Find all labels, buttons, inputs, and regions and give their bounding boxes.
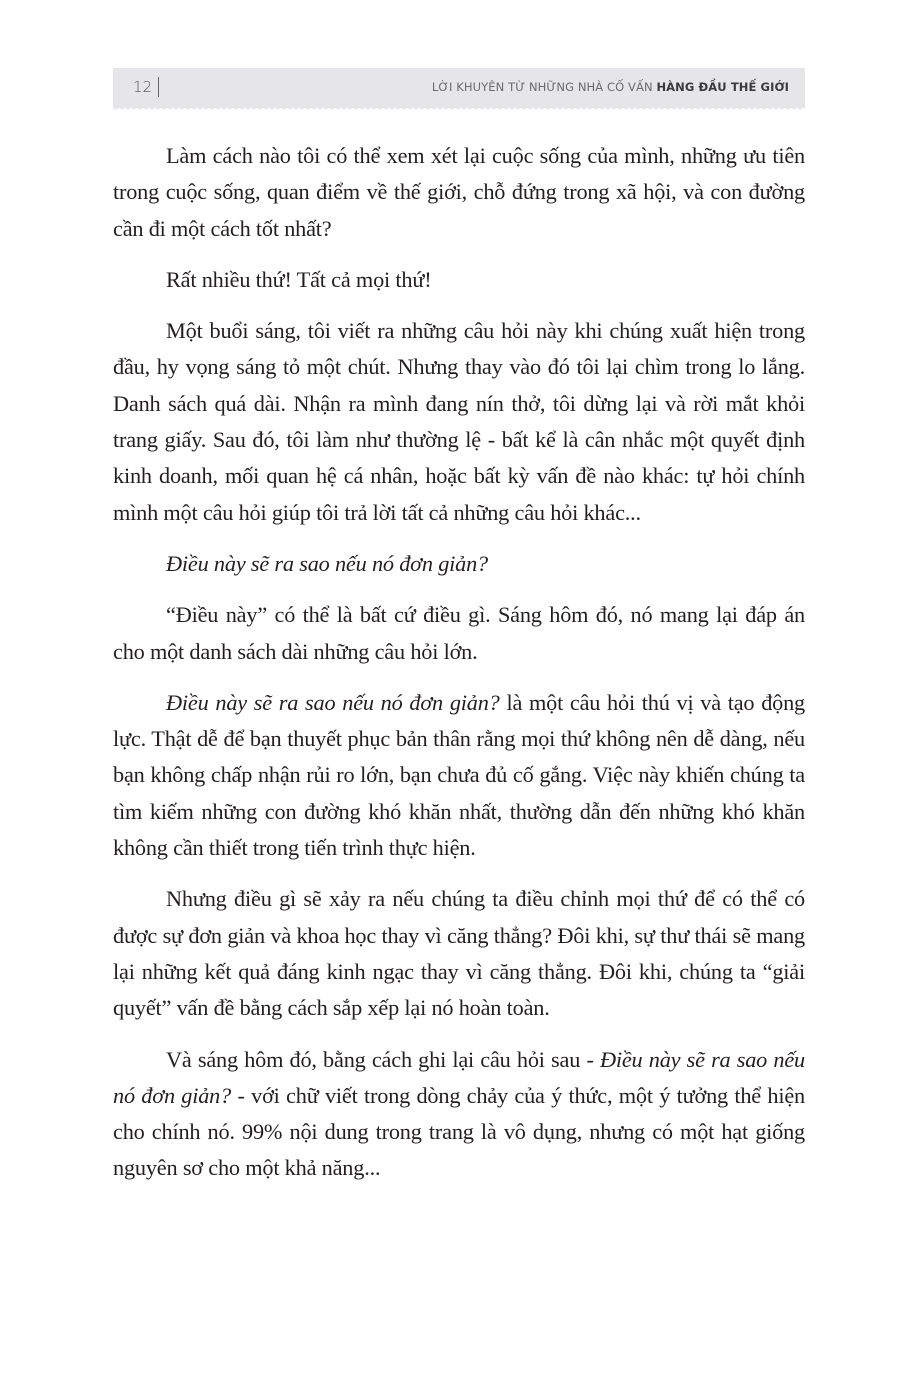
running-header <box>113 68 805 108</box>
paragraph-text-before: Và sáng hôm đó, bằng cách ghi lại câu hỏi sau - <box>166 1046 600 1072</box>
paragraph <box>113 1042 805 1187</box>
paragraph: Nhưng điều gì sẽ xảy ra nếu chúng ta điều chỉnh mọi thứ để có thể có được sự đơn giản và khoa học thay vì căng thẳng? Đôi khi, sự thư thái sẽ mang lại những kết quả đáng kinh ngạc thay vì căng thẳng. Đôi khi, chúng ta “giải quyết” vấn đề bằng cách sắp xếp lại nó hoàn toàn. <box>113 886 805 1021</box>
paragraph-text: là một câu hỏi thú vị và tạo động lực. Thật dễ để bạn thuyết phục bản thân rằng mọi thứ không nên dễ dàng, nếu bạn không chấp nhận rủi ro lớn, bạn chưa đủ cố gắng. Việc này khiến chúng ta tìm kiếm những con đường khó khăn nhất, thường dẫn đến những khó khăn không cần thiết trong tiến trình thực hiện. <box>113 689 806 861</box>
page-number: 12 <box>133 78 153 96</box>
paragraph: “Điều này” có thể là bất cứ điều gì. Sáng hôm đó, nó mang lại đáp án cho một danh sách dài những câu hỏi lớn. <box>113 602 805 664</box>
paragraph: Làm cách nào tôi có thể xem xét lại cuộc sống của mình, những ưu tiên trong cuộc sống, quan điểm về thế giới, chỗ đứng trong xã hội, và con đường cần đi một cách tốt nhất? <box>113 143 805 241</box>
paragraph-text-after: - với chữ viết trong dòng chảy của ý thức, một ý tưởng thể hiện cho chính nó. 99% nội dung trong trang là vô dụng, nhưng có một hạt giống nguyên sơ cho một khả năng... <box>113 1082 805 1181</box>
running-title-regular: LỜI KHUYÊN TỪ NHỮNG NHÀ CỐ VẤN <box>431 80 657 94</box>
running-title-bold: HÀNG ĐẦU THẾ GIỚI <box>656 80 789 94</box>
italic-question: Điều này sẽ ra sao nếu nó đơn giản? <box>166 689 500 715</box>
italic-question: Điều này sẽ ra sao nếu nó đơn giản? <box>113 1046 805 1108</box>
paragraph: Rất nhiều thứ! Tất cả mọi thứ! <box>166 266 432 292</box>
italic-question: Điều này sẽ ra sao nếu nó đơn giản? <box>166 550 488 576</box>
body-text <box>113 138 805 1202</box>
header-divider <box>158 77 159 97</box>
paragraph <box>113 685 805 866</box>
running-title <box>432 80 789 94</box>
paragraph: Một buổi sáng, tôi viết ra những câu hỏi này khi chúng xuất hiện trong đầu, hy vọng sáng tỏ một chút. Nhưng thay vào đó tôi lại chìm trong lo lắng. Danh sách quá dài. Nhận ra mình đang nín thở, tôi dừng lại và rời mắt khỏi trang giấy. Sau đó, tôi làm như thường lệ - bất kể là cân nhắc một quyết định kinh doanh, mối quan hệ cá nhân, hoặc bất kỳ vấn đề nào khác: tự hỏi chính mình một câu hỏi giúp tôi trả lời tất cả những câu hỏi khác... <box>113 318 805 525</box>
paragraph-italic-question <box>113 546 805 582</box>
